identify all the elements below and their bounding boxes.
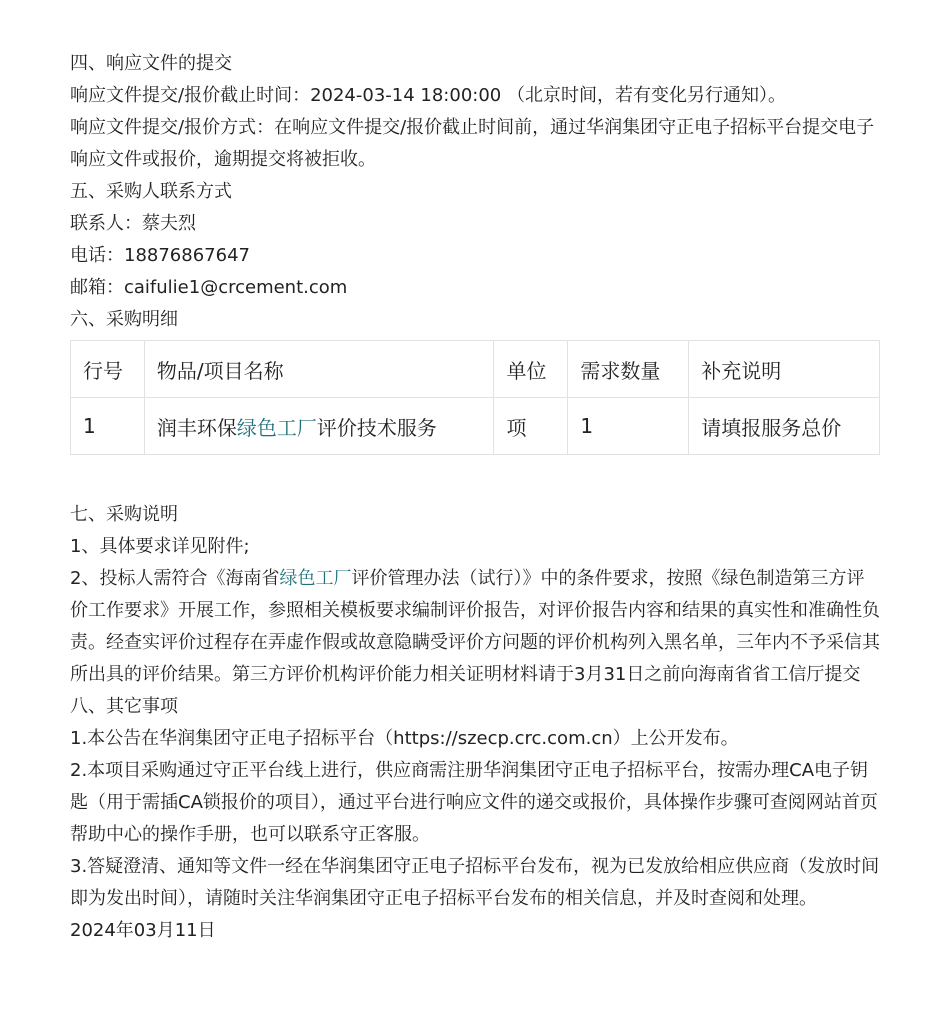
header-item-name: 物品/项目名称 [144,341,494,398]
table-header-row [71,341,880,398]
header-row-no: 行号 [71,341,145,398]
contact-phone: 电话：18876867647 [70,245,250,266]
cell-row-no: 1 [71,398,145,455]
section7-item2 [70,563,880,691]
section8-item1: 1.本公告在华润集团守正电子招标平台（https://szecp.crc.com.cn）上公开发布。 [70,728,739,749]
cell-quantity: 1 [568,398,689,455]
green-factory-link[interactable]: 绿色工厂 [236,415,317,440]
cell-item-name [144,398,494,455]
header-unit: 单位 [494,341,568,398]
section8-item2: 2.本项目采购通过守正平台线上进行，供应商需注册华润集团守正电子招标平台，按需办理CA电子钥匙（用于需插CA锁报价的项目），通过平台进行响应文件的递交或报价，具体操作步骤可查阅网站首页帮助中心的操作手册，也可以联系守正客服。 [70,760,878,845]
announcement-date: 2024年03月11日 [70,920,216,941]
submission-method-text: 响应文件提交/报价方式：在响应文件提交/报价截止时间前，通过华润集团守正电子招标平台提交电子响应文件或报价，逾期提交将被拒收。 [70,117,875,170]
contact-email: 邮箱：caifulie1@crcement.com [70,277,348,298]
deadline-text: 响应文件提交/报价截止时间：2024-03-14 18:00:00 （北京时间，若有变化另行通知）。 [70,85,786,106]
section4-heading: 四、响应文件的提交 [70,53,232,74]
section7-item2-prefix: 2、投标人需符合《海南省 [70,568,280,589]
section8-heading: 八、其它事项 [70,696,178,717]
header-note: 补充说明 [689,341,880,398]
table-row [71,398,880,455]
procurement-items-table [70,340,880,455]
section8-item3: 3.答疑澄清、通知等文件一经在华润集团守正电子招标平台发布，视为已发放给相应供应商（发放时间即为发出时间），请随时关注华润集团守正电子招标平台发布的相关信息，并及时查阅和处理。 [70,856,880,909]
cell-unit: 项 [494,398,568,455]
section7-heading: 七、采购说明 [70,504,178,525]
section5-heading: 五、采购人联系方式 [70,181,232,202]
cell-note: 请填报服务总价 [689,398,880,455]
item-name-prefix: 润丰环保 [156,415,237,440]
contact-person: 联系人：蔡夫烈 [70,213,196,234]
section7-item1: 1、具体要求详见附件; [70,536,250,557]
item-name-suffix: 评价技术服务 [316,415,437,440]
section6-heading: 六、采购明细 [70,309,178,330]
section7-item2-suffix: 评价管理办法（试行）》中的条件要求，按照《绿色制造第三方评价工作要求》开展工作，参照相关模板要求编制评价报告，对评价报告内容和结果的真实性和准确性负责。经查实评价过程存在弄虚作假或故意隐瞒受评价方问题的评价机构列入黑名单，三年内不予采信其所出具的评价结果。第三方评价机构评价能力相关证明材料请于3月31日之前向海南省省工信厅提交 [70,568,880,685]
green-factory-link[interactable]: 绿色工厂 [279,568,352,589]
header-quantity: 需求数量 [568,341,689,398]
